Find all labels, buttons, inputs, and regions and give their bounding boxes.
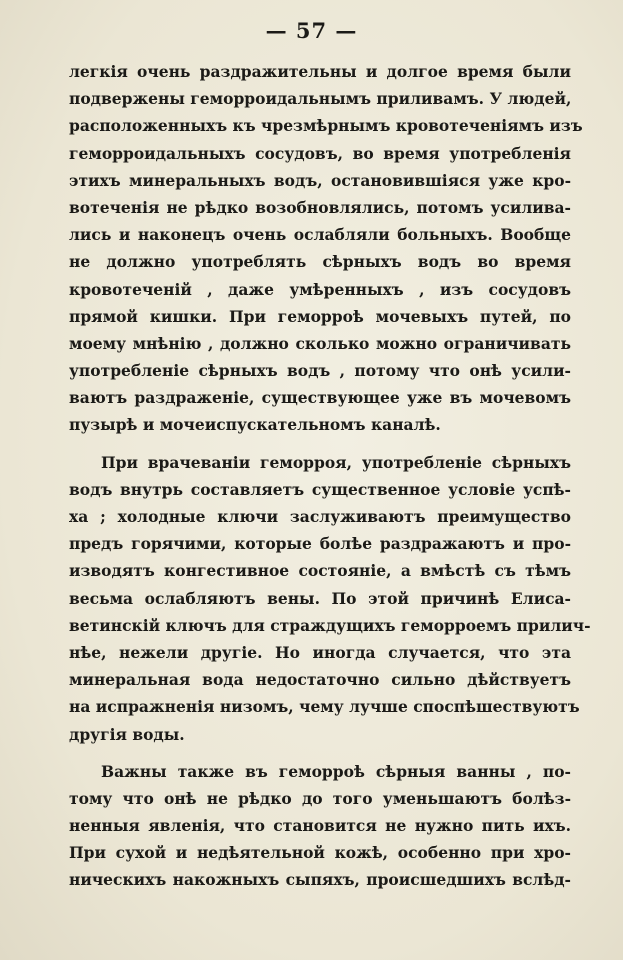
text-line: ненныя явленія, что становится не нужно пить ихъ. [69, 816, 571, 836]
text-line: другія воды. [69, 724, 185, 744]
text-line: подвержены геморроидальнымъ приливамъ. У людей, [69, 89, 572, 109]
text-line: этихъ минеральныхъ водъ, остановившіяся уже кро- [69, 170, 571, 190]
text-line: ваютъ раздраженіе, существующее уже въ мочевомъ [69, 388, 571, 408]
text-line: При сухой и недѣятельной кожѣ, особенно при хро- [69, 843, 571, 863]
text-line: предъ горячими, которые болѣе раздражаютъ и про- [69, 534, 571, 554]
text-line: При врачеваніи геморроя, употребленіе сѣрныхъ [101, 452, 571, 472]
paragraph-gap [69, 748, 571, 758]
paragraph-gap [69, 439, 571, 449]
text-line: употребленіе сѣрныхъ водъ , потому что онѣ усили- [69, 361, 571, 381]
paragraph-3 [69, 758, 571, 894]
text-line: весьма ослабляютъ вены. По этой причинѣ Елиса- [69, 588, 571, 608]
paragraph-2 [69, 449, 591, 748]
paragraph-1 [69, 58, 583, 439]
text-line: на испражненія низомъ, чему лучше споспѣшествуютъ [69, 697, 580, 717]
text-line: Важны также въ геморроѣ сѣрныя ванны , по- [101, 761, 571, 781]
text-line: расположенныхъ къ чрезмѣрнымъ кровотеченіямъ изъ [69, 116, 583, 136]
text-line: изводятъ конгестивное состояніе, а вмѣстѣ съ тѣмъ [69, 561, 571, 581]
text-line: моему мнѣнію , должно сколько можно ограничивать [69, 333, 571, 353]
text-line: ническихъ накожныхъ сыпяхъ, происшедшихъ вслѣд- [69, 870, 571, 890]
page-number: — 57 — [265, 18, 358, 43]
text-line: водъ внутрь составляетъ существенное условіе успѣ- [69, 479, 571, 499]
text-line: нѣе, нежели другіе. Но иногда случается, что эта [69, 642, 571, 662]
text-line: ветинскій ключъ для страждущихъ геморроемъ прилич- [69, 615, 591, 635]
text-line: тому что онѣ не рѣдко до того уменьшаютъ болѣз- [69, 788, 571, 808]
text-line: ха ; холодные ключи заслуживаютъ преимущество [69, 507, 571, 526]
text-line: кровотеченій , даже умѣренныхъ , изъ сосудовъ [69, 279, 571, 299]
text-line: легкія очень раздражительны и долгое время были [69, 62, 571, 81]
text-line: вотеченія не рѣдко возобновлялись, потомъ усилива- [69, 197, 571, 217]
text-line: геморроидальныхъ сосудовъ, во время употребленія [69, 143, 571, 163]
text-line: прямой кишки. При геморроѣ мочевыхъ путей, по [69, 306, 571, 326]
body-text [69, 58, 591, 894]
text-line: не должно употреблять сѣрныхъ водъ во время [69, 252, 571, 272]
text-line: пузырѣ и мочеиспускательномъ каналѣ. [69, 415, 441, 435]
text-line: минеральная вода недостаточно сильно дѣйствуетъ [69, 670, 571, 690]
text-line: лись и наконецъ очень ослабляли больныхъ. Вообще [69, 225, 571, 245]
